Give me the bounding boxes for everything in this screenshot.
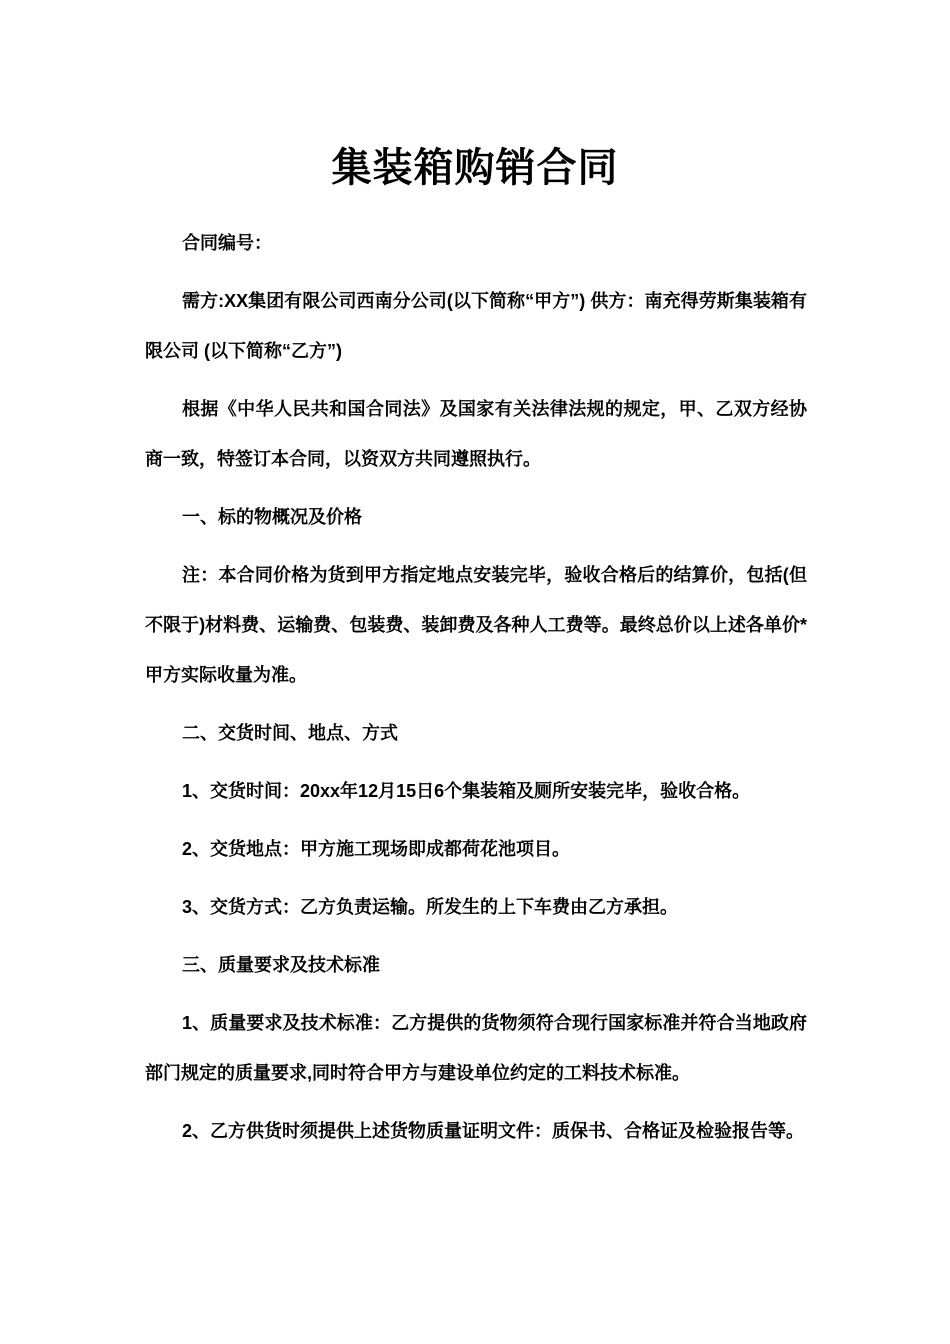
contract-number: 合同编号：: [182, 233, 272, 253]
delivery-time-item: 1、交货时间：20xx年12月15日6个集装箱及厕所安装完毕，验收合格。: [182, 781, 751, 801]
quality-documents-item: 2、乙方供货时须提供上述货物质量证明文件：质保书、合格证及检验报告等。: [182, 1121, 805, 1141]
document-body: [145, 218, 807, 1164]
price-note-paragraph: 注：本合同价格为货到甲方指定地点安装完毕，验收合格后的结算价，包括(但不限于)材料费、运输费、包装费、装卸费及各种人工费等。最终总价以上述各单价*甲方实际收量为准。: [145, 565, 807, 685]
document-title: 集装箱购销合同: [331, 146, 619, 190]
quality-standard-item: 1、质量要求及技术标准：乙方提供的货物须符合现行国家标准并符合当地政府部门规定的质量要求,同时符合甲方与建设单位约定的工料技术标准。: [145, 1013, 807, 1083]
section-heading-2: 二、交货时间、地点、方式: [182, 723, 398, 743]
preamble-paragraph: 根据《中华人民共和国合同法》及国家有关法律法规的规定，甲、乙双方经协商一致，特签订本合同，以资双方共同遵照执行。: [145, 399, 807, 469]
delivery-place-item: 2、交货地点：甲方施工现场即成都荷花池项目。: [182, 839, 571, 859]
delivery-method-item: 3、交货方式：乙方负责运输。所发生的上下车费由乙方承担。: [182, 897, 679, 917]
section-heading-3: 三、质量要求及技术标准: [182, 955, 380, 975]
section-heading-1: 一、标的物概况及价格: [182, 507, 362, 527]
parties-paragraph: 需方:XX集团有限公司西南分公司(以下简称“甲方”) 供方：南充得劳斯集装箱有限公司 (以下简称“乙方”): [145, 291, 807, 361]
